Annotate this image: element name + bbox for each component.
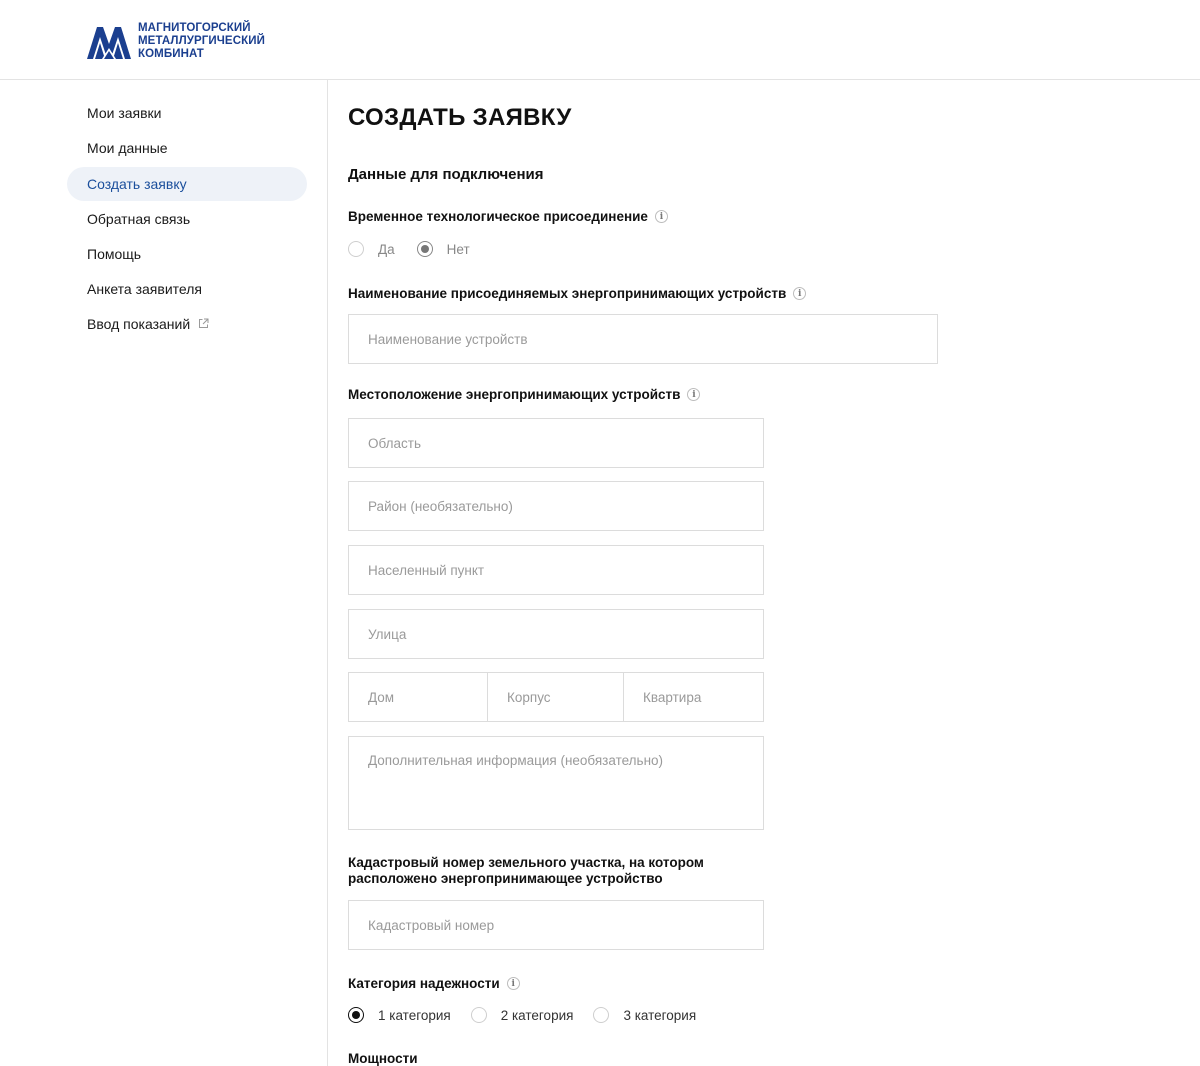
logo-line-1: МАГНИТОГОРСКИЙ (138, 22, 251, 34)
cadastral-number-input[interactable] (348, 900, 764, 950)
page-header (0, 0, 1200, 80)
sidebar-item-label: Мои данные (87, 140, 168, 156)
street-input[interactable] (348, 609, 764, 659)
location-label-text: Местоположение энергопринимающих устройств (348, 387, 681, 402)
additional-info-textarea[interactable] (348, 736, 764, 830)
info-icon[interactable]: i (793, 287, 806, 300)
devices-name-input[interactable] (348, 314, 938, 364)
radio-label: Нет (446, 241, 470, 257)
temp-connection-label (348, 209, 668, 224)
reliability-category-1-radio[interactable] (348, 1007, 451, 1023)
sidebar-item-my-requests[interactable] (67, 96, 307, 130)
company-logo[interactable] (86, 22, 265, 61)
section-title: Данные для подключения (348, 166, 544, 183)
sidebar-item-label: Анкета заявителя (87, 281, 202, 297)
radio-circle (348, 241, 364, 257)
sidebar-item-feedback[interactable] (67, 202, 307, 236)
reliability-category-3-radio[interactable] (593, 1007, 696, 1023)
sidebar (0, 80, 328, 1066)
logo-line-3: КОМБИНАТ (138, 48, 204, 60)
reliability-label-text: Категория надежности (348, 976, 500, 991)
sidebar-item-help[interactable] (67, 237, 307, 271)
radio-label: 2 категория (500, 1007, 574, 1023)
sidebar-item-label: Создать заявку (87, 176, 187, 192)
sidebar-item-applicant-form[interactable] (67, 272, 307, 306)
reliability-category-2-radio[interactable] (471, 1007, 574, 1023)
sidebar-item-create-request[interactable] (67, 167, 307, 201)
temp-connection-no-radio[interactable] (417, 241, 470, 257)
devices-name-label-text: Наименование присоединяемых энергопринимающих устройств (348, 286, 787, 301)
temp-connection-radio-group (348, 241, 490, 257)
sidebar-item-meter-readings[interactable] (67, 307, 307, 341)
radio-circle (471, 1007, 487, 1023)
temp-connection-yes-radio[interactable] (348, 241, 395, 257)
external-link-icon (198, 307, 209, 341)
cadastral-label: Кадастровый номер земельного участка, на котором расположено энергопринимающее устройство (348, 855, 704, 886)
address-details-row (348, 672, 764, 722)
devices-name-label (348, 286, 806, 301)
reliability-label (348, 976, 520, 991)
radio-label: 3 категория (623, 1007, 697, 1023)
location-label (348, 387, 700, 402)
building-input[interactable] (487, 672, 624, 722)
sidebar-item-label: Помощь (87, 246, 142, 262)
page-title: СОЗДАТЬ ЗАЯВКУ (348, 104, 572, 131)
radio-circle (593, 1007, 609, 1023)
info-icon[interactable]: i (507, 977, 520, 990)
radio-circle (348, 1007, 364, 1023)
sidebar-item-label: Ввод показаний (87, 316, 191, 332)
radio-label: Да (378, 241, 395, 257)
sidebar-item-my-data[interactable] (67, 131, 307, 165)
info-icon[interactable]: i (655, 210, 668, 223)
mmk-logo-icon (86, 24, 132, 60)
sidebar-item-label: Обратная связь (87, 211, 191, 227)
house-input[interactable] (348, 672, 488, 722)
reliability-radio-group (348, 1007, 716, 1023)
district-input[interactable] (348, 481, 764, 531)
logo-line-2: МЕТАЛЛУРГИЧЕСКИЙ (138, 35, 265, 47)
locality-input[interactable] (348, 545, 764, 595)
info-icon[interactable]: i (687, 388, 700, 401)
sidebar-item-label: Мои заявки (87, 105, 162, 121)
radio-label: 1 категория (378, 1007, 451, 1023)
logo-text (138, 22, 265, 61)
apartment-input[interactable] (623, 672, 764, 722)
power-section-title: Мощности (348, 1051, 418, 1066)
temp-connection-label-text: Временное технологическое присоединение (348, 209, 648, 224)
region-input[interactable] (348, 418, 764, 468)
radio-circle (417, 241, 433, 257)
